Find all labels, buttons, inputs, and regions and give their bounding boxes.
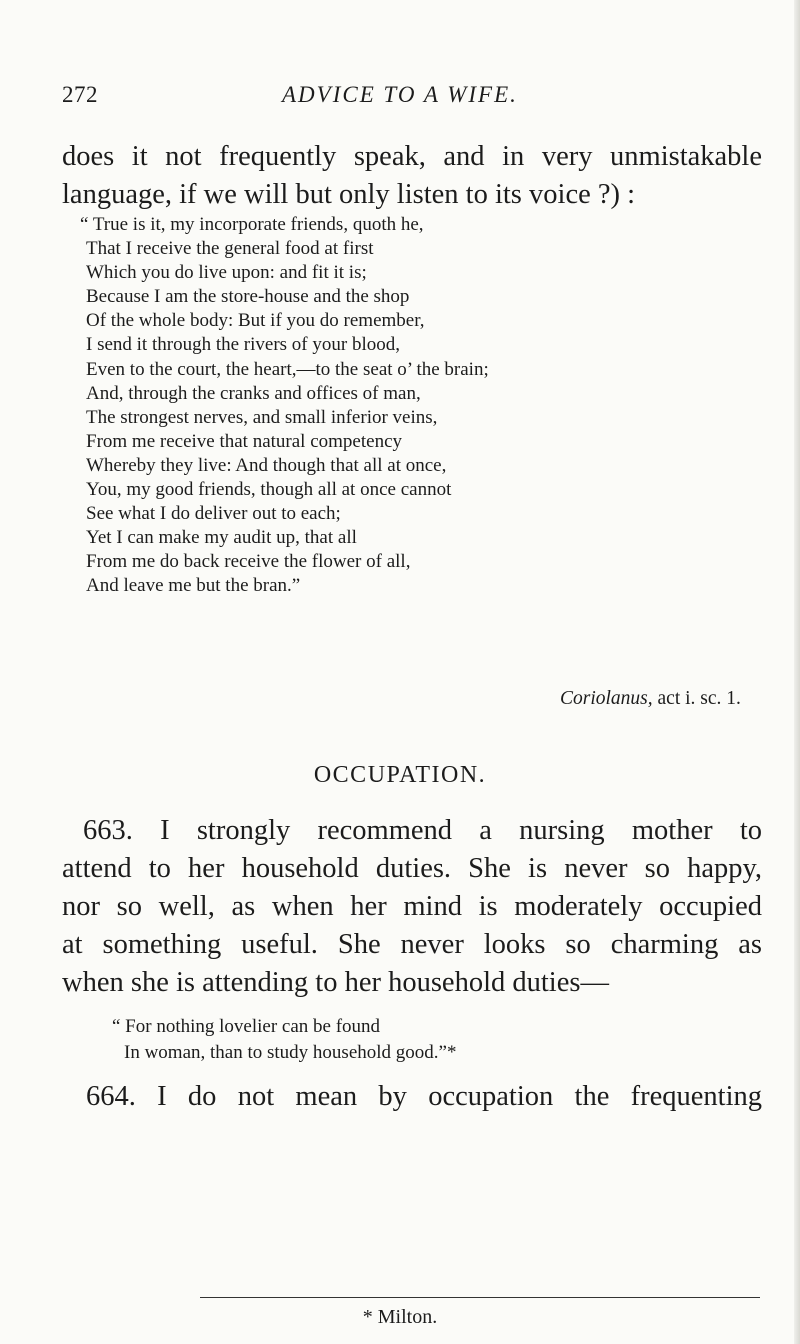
verse-line: See what I do deliver out to each; xyxy=(86,503,341,525)
text-line: nor so well, as when her mind is moderately occupied xyxy=(62,891,762,922)
verse-line: That I receive the general food at first xyxy=(86,238,374,260)
verse-line: Because I am the store-house and the shop xyxy=(86,286,410,308)
text-line: 664. I do not mean by occupation the frequenting xyxy=(86,1081,762,1112)
running-head: ADVICE TO A WIFE. xyxy=(282,82,518,107)
text-line: attend to her household duties. She is never so happy, xyxy=(62,853,762,884)
text-line: language, if we will but only listen to its voice ?) : xyxy=(62,179,636,210)
milton-couplet xyxy=(102,1014,456,1066)
text-line: when she is attending to her household duties— xyxy=(62,967,609,998)
verse-line: Which you do live upon: and fit it is; xyxy=(86,262,367,284)
footnote: * Milton. xyxy=(362,1306,438,1328)
verse-line: Yet I can make my audit up, that all xyxy=(86,527,357,549)
verse-line: Even to the court, the heart,—to the seat o’ the brain; xyxy=(86,358,489,380)
text-line: at something useful. She never looks so charming as xyxy=(62,929,762,960)
section-heading: OCCUPATION. xyxy=(313,762,487,788)
verse-line: From me do back receive the flower of all, xyxy=(86,551,411,573)
verse-line: The strongest nerves, and small inferior veins, xyxy=(86,406,438,428)
paragraph-664 xyxy=(62,1078,762,1116)
text-line: does it not frequently speak, and in very unmistakable xyxy=(62,141,762,172)
verse-line: “ True is it, my incorporate friends, quoth he, xyxy=(80,214,424,235)
text-line: 663. I strongly recommend a nursing mother to xyxy=(83,815,762,846)
verse-line: And, through the cranks and offices of man, xyxy=(86,382,421,404)
page-number: 272 xyxy=(62,82,98,107)
verse-line: You, my good friends, though all at once cannot xyxy=(86,479,452,501)
opening-paragraph xyxy=(62,138,762,214)
verse-line: And leave me but the bran.” xyxy=(86,575,301,597)
footnote-rule xyxy=(200,1297,760,1298)
quotation-citation xyxy=(560,688,741,710)
verse-line: In woman, than to study household good.”* xyxy=(124,1042,457,1063)
verse-line: “ For nothing lovelier can be found xyxy=(112,1016,381,1037)
verse-line: Of the whole body: But if you do remember, xyxy=(86,310,425,332)
paragraph-663 xyxy=(62,812,762,1002)
citation-reference: act i. sc. 1. xyxy=(652,688,741,709)
page-edge-shadow xyxy=(794,0,800,1344)
verse-line: Whereby they live: And though that all at once, xyxy=(86,454,447,476)
verse-line: From me receive that natural competency xyxy=(86,430,403,452)
citation-work: Coriolanus, xyxy=(560,688,653,709)
verse-line: I send it through the rivers of your blood, xyxy=(86,334,400,356)
quotation-block xyxy=(80,213,489,599)
page-header xyxy=(62,82,762,112)
